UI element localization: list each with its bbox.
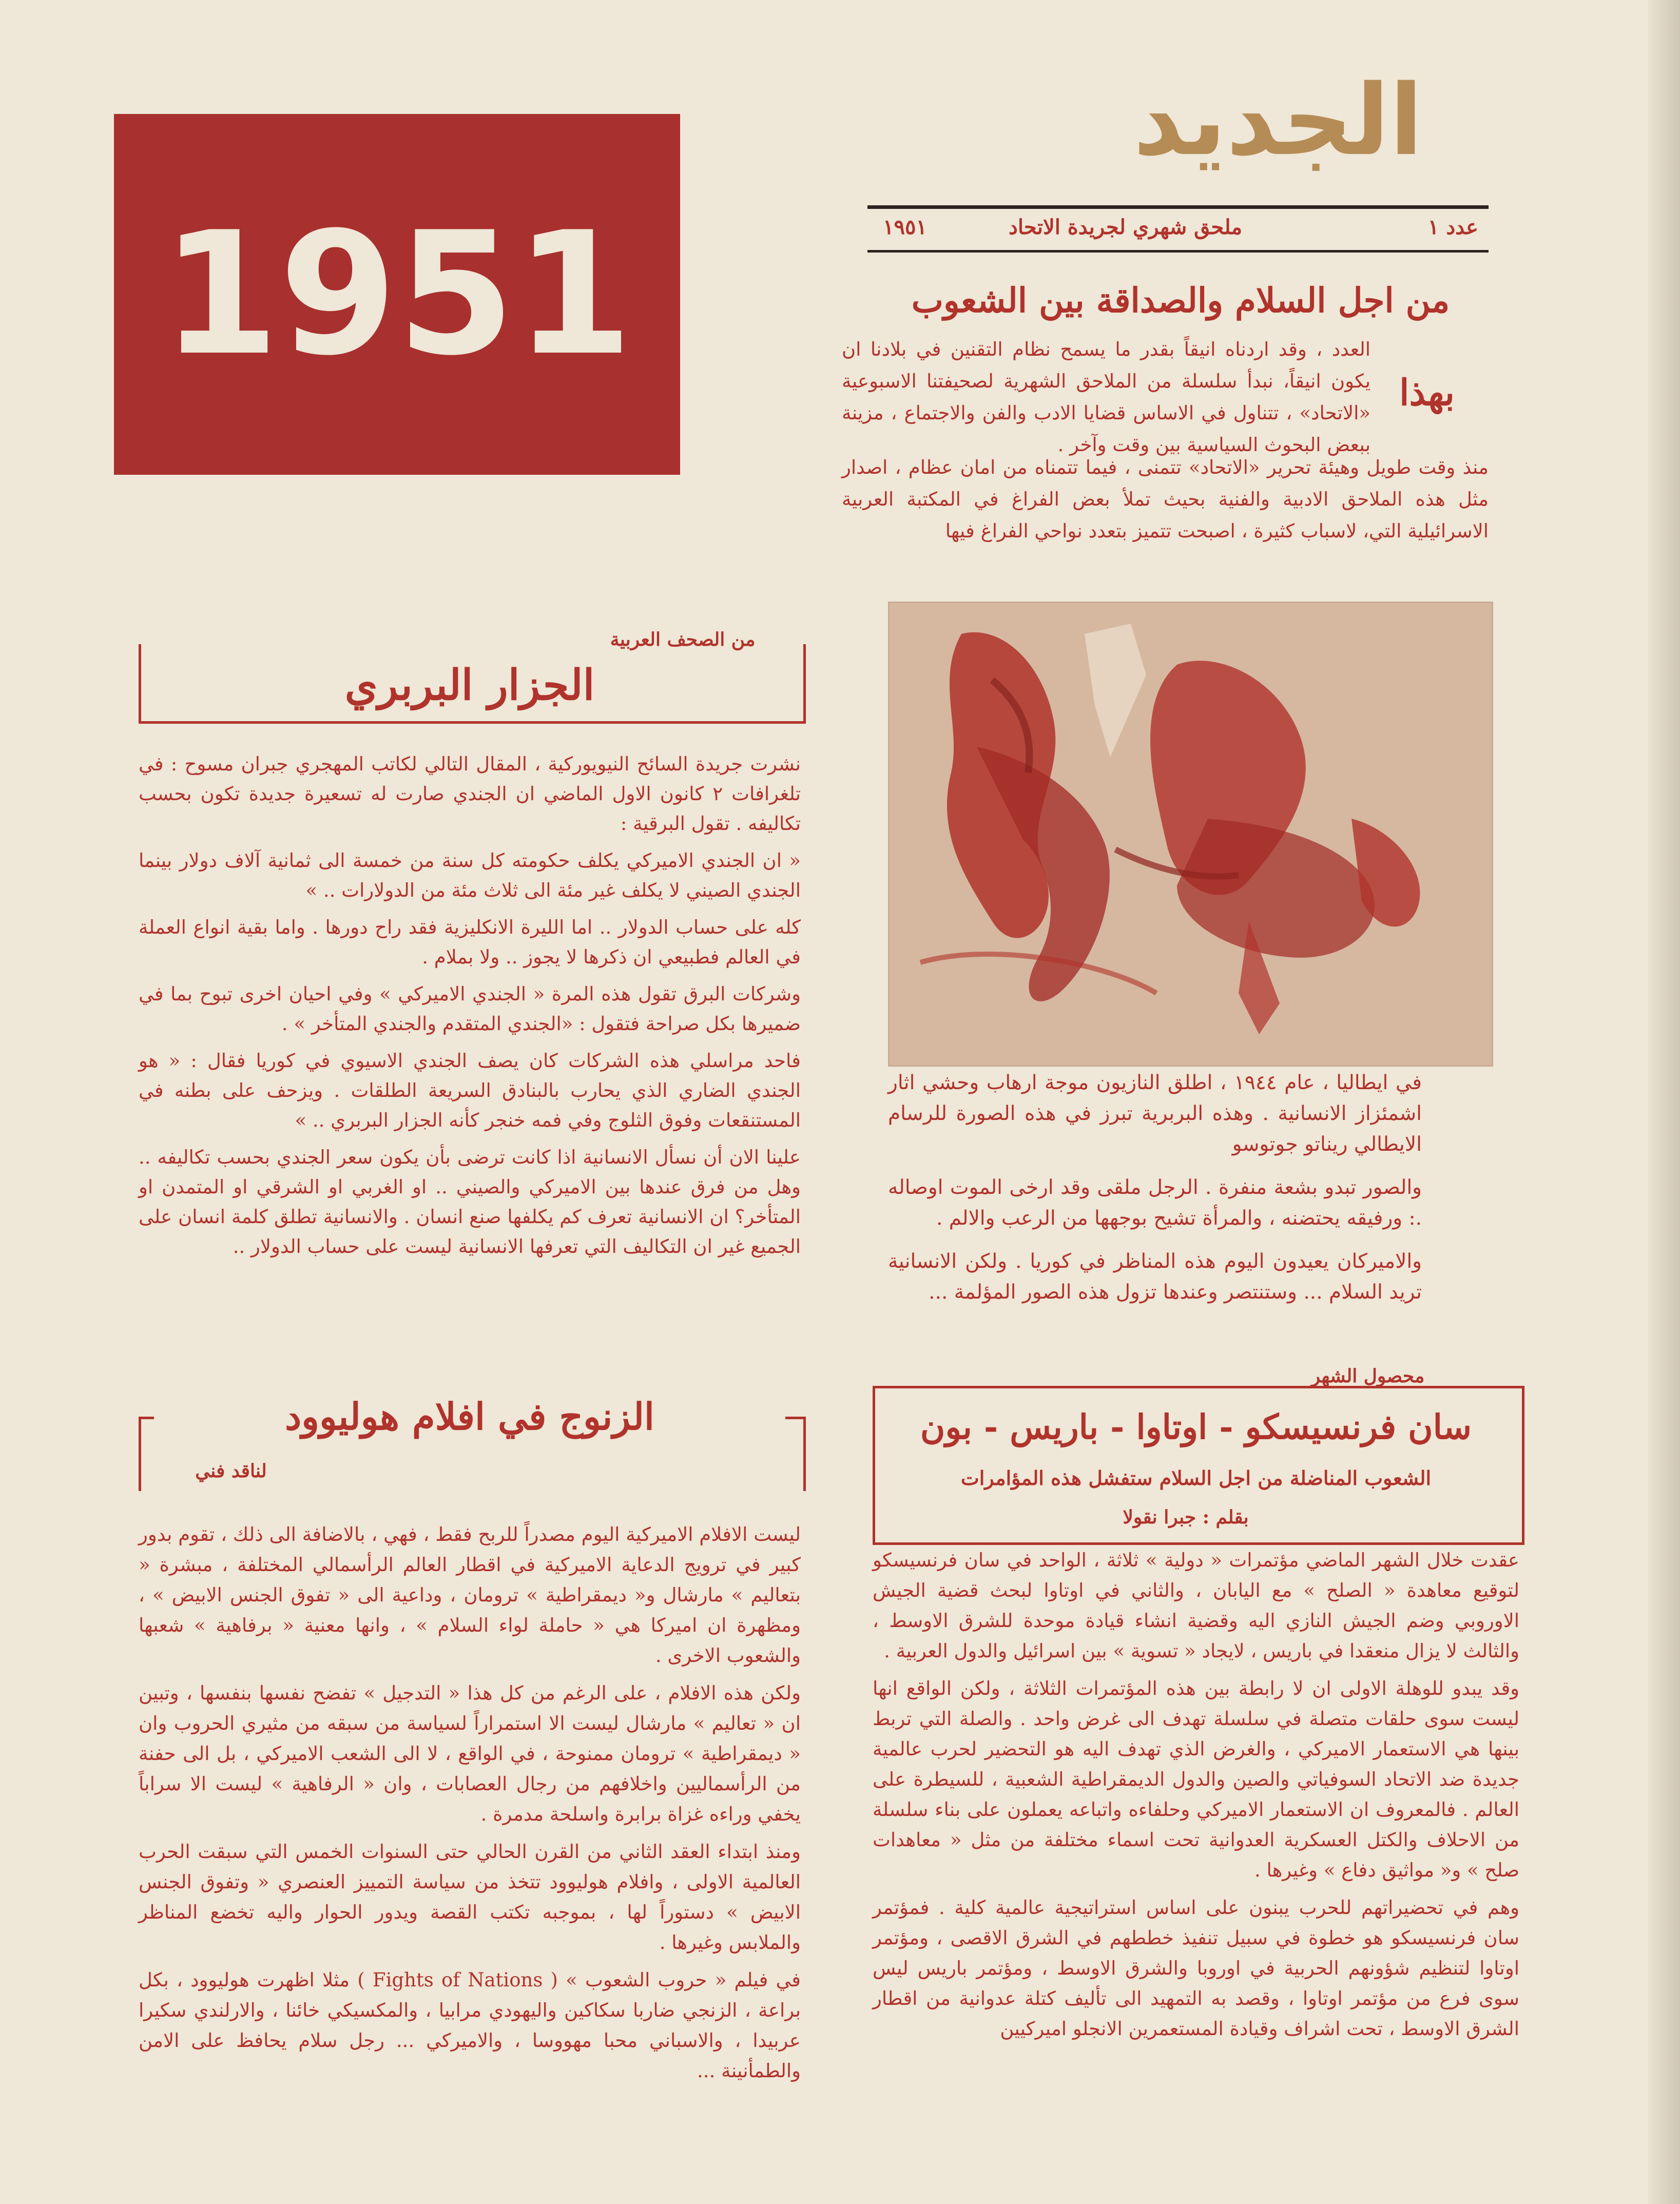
lead-headline: من اجل السلام والصداقة بين الشعوب: [911, 280, 1450, 320]
issue-subtitle: ملحق شهري لجريدة الاتحاد: [1009, 215, 1242, 239]
masthead-title: الجديد: [1133, 64, 1423, 177]
conferences-subheadline: الشعوب المناضلة من اجل السلام ستفشل هذه المؤامرات: [960, 1466, 1432, 1490]
conferences-byline: بقلم : جبرا نقولا: [1123, 1506, 1249, 1528]
barbaric-kicker: من الصحف العربية: [610, 629, 756, 650]
war-drawing-image: [890, 603, 1492, 1065]
conferences-body: [873, 1545, 1519, 2051]
conferences-headline: سان فرنسيسكو - اوتاوا - باريس - بون: [920, 1407, 1472, 1447]
conferences-paragraph-1: عقدت خلال الشهر الماضي مؤتمرات « دولية » ثلاثة ، الواحد في سان فرنسيسكو لتوقيع معاهدة « الصلح » مع اليابان ، والثاني في اوتاوا لبحث قضية الجيش الاوروبي وضم الجيش النازي اليه وقضية انشاء قيادة موحدة للشرق الاوسط ، والثالث لا يزال منعقدا في باريس ، لايجاد « تسوية » بين اسرائيل والدول العربية .: [873, 1549, 1519, 1662]
lead-paragraph-1: العدد ، وقد اردناه انيقاً بقدر ما يسمح نظام التقنين في بلادنا ان يكون انيقاً، نبدأ سلسلة من الملاحق الشهرية لصحيفتنا الاسبوعية «الاتحاد» ، تتناول في الاساس قضايا الادب والفن والاجتماع ، مزينة ببعض البحوث السياسية بين وقت وآخر .: [842, 338, 1370, 456]
caption-2: والصور تبدو بشعة منفرة . الرجل ملقى وقد ارخى الموت اوصاله .: ورفيقه يحتضنه ، والمرأة تشيح بوجهها من الرعب والالم .: [888, 1176, 1422, 1230]
conferences-paragraph-3: وهم في تحضيراتهم للحرب يبنون على اساس استراتيجية عالمية كلية . فمؤتمر سان فرنسيسكو هو خطوة في سبيل تنفيذ خططهم في الشرق الاقصى ، ومؤتمر اوتاوا لتنظيم شؤونهم الحربية في اوروبا والشرق الاوسط ، ومؤتمر باريس ليس سوى فرع من مؤتمر اوتاوا ، وقصد به التمهيد الى تأليف كتلة عدوانية من اقطار الشرق الاوسط ، تحت اشراف وقيادة المستعمرين الانجلو اميركيين: [873, 1897, 1519, 2040]
barbaric-paragraph-5: فاحد مراسلي هذه الشركات كان يصف الجندي الاسيوي في كوريا فقال : « هو الجندي الضاري الذي يحارب بالبنادق السريعة الطلقات . ويزحف على بطنه في المستنقعات وفوق الثلوج وفي فمه خنجر كأنه الجزار البربري .. »: [139, 1050, 801, 1131]
illustration-frame: [888, 602, 1493, 1067]
issue-number: عدد ١: [1427, 215, 1478, 239]
negroes-headline: الزنوج في افلام هوليوود: [154, 1391, 785, 1442]
negroes-paragraph-3: ومنذ ابتداء العقد الثاني من القرن الحالي حتى السنوات الخمس التي سبقت الحرب العالمية الاولى ، وافلام هوليوود تتخذ من سياسة التمييز العنصري « وتفوق الجنس الابيض » دستوراً لها ، بموجبه تكتب القصة ويدور الحوار واليه تخضع المناظر والملابس وغيرها .: [139, 1841, 801, 1954]
caption-3: والاميركان يعيدون اليوم هذه المناظر في كوريا . ولكن الانسانية تريد السلام ... وستنتصر وعندها تزول هذه الصور المؤلمة ...: [888, 1250, 1422, 1304]
conferences-kicker: محصول الشهر: [1311, 1365, 1425, 1387]
negroes-paragraph-2: ولكن هذه الافلام ، على الرغم من كل هذا « التدجيل » تفضح نفسها بنفسها ، وتبين ان « تعاليم » مارشال ليست الا استمراراً لسياسة من سبقه من مثيري الحروب وان « ديمقراطية » ترومان ممنوحة ، في الواقع ، لا الى الشعب الاميركي ، بل الى حفنة من الرأسماليين واخلافهم من رجال العصابات ، وان « الرفاهية » ليست الا سراباً يخفي وراءه غزاة برابرة واسلحة مدمرة .: [139, 1682, 801, 1825]
barbaric-body: [139, 749, 801, 1269]
issue-bar: [867, 205, 1489, 253]
barbaric-paragraph-3: كله على حساب الدولار .. اما الليرة الانكليزية فقد راح دورها . واما بقية انواع العملة في العالم فطبيعي ان ذكرها لا يجوز .. ولا بملام .: [139, 916, 801, 968]
conferences-paragraph-2: وقد يبدو للوهلة الاولى ان لا رابطة بين هذه المؤتمرات الثلاثة ، ولكن الواقع انها ليست سوى حلقات متصلة في سلسلة تهدف الى غرض واحد . والصلة التي تربط بينها هي الاستعمار الاميركي ، والغرض الذي تهدف اليه هو التحضير لحرب عالمية جديدة ضد الاتحاد السوفياتي والصين والدول الديمقراطية الشعبية ، للسيطرة على العالم . فالمعروف ان الاستعمار الاميركي وحلفاءه واتباعه يعملون على بناء سلسلة من الاحلاف والكتل العسكرية العدوانية تحت اسماء مختلفة من مثل « معاهدات صلح » و« مواثيق دفاع » وغيرها .: [873, 1677, 1519, 1881]
illustration-captions: [888, 1068, 1422, 1320]
barbaric-headline: الجزار البربري: [344, 661, 595, 710]
barbaric-paragraph-6: علينا الان أن نسأل الانسانية اذا كانت ترضى بأن يكون سعر الجندي بحسب تكاليفه .. وهل من فرق عندها بين الاميركي والصيني .. او الغربي او الشرقي او المتمدن او المتأخر؟ ان الانسانية تعرف كم يكلفها صنع انسان . والانسانية تطلق كلمة انسان على الجميع غير ان التكاليف التي تعرفها الانسانية ليست على حساب الدولار ..: [139, 1146, 801, 1258]
barbaric-paragraph-2: « ان الجندي الاميركي يكلف حكومته كل سنة من خمسة الى ثمانية آلاف دولار بينما الجندي الصيني لا يكلف غير مئة الى ثلاث مئة من الدولارات .. »: [139, 849, 801, 901]
year-numeral: 1951: [161, 196, 633, 393]
negroes-paragraph-1: ليست الافلام الاميركية اليوم مصدراً للربح فقط ، فهي ، بالاضافة الى ذلك ، تقوم بدور كبير في ترويج الدعاية الاميركية في اقطار العالم الرأسمالي المختلفة ، مبشرة « بتعاليم » مارشال و« ديمقراطية » ترومان ، وداعية الى « تفوق الجنس الابيض » ، ومظهرة ان اميركا هي « حاملة لواء السلام » ، وانها معنية « برفاهية » شعبها والشعوب الاخرى .: [139, 1523, 801, 1667]
negroes-body: [139, 1519, 801, 2093]
caption-1: في ايطاليا ، عام ١٩٤٤ ، اطلق النازيون موجة ارهاب وحشي اثار اشمئزاز الانسانية . وهذه البربرية تبرز في هذه الصورة للرسام الايطالي ريناتو جوتوسو: [888, 1071, 1422, 1156]
lead-paragraph-2: منذ وقت طويل وهيئة تحرير «الاتحاد» تتمنى ، فيما تتمناه من امان عظام ، اصدار مثل هذه الملاحق الادبية والفنية بحيث تملأ بعض الفراغ في المكتبة العربية الاسرائيلية التي، لاسباب كثيرة ، اصبحت تتميز بتعدد نواحي الفراغ فيها: [842, 456, 1489, 542]
barbaric-paragraph-1: نشرت جريدة السائح النيويوركية ، المقال التالي لكاتب المهجري جبران مسوح : في تلغرافات ٢ كانون الاول الماضي ان الجندي صارت له تسعيرة جديدة تكون بحسب تكاليفه . تقول البرقية :: [139, 753, 801, 835]
page-spine: [1648, 0, 1680, 2204]
lead-drop-word: بهذا: [1399, 371, 1455, 414]
negroes-kicker: لناقد فني: [195, 1460, 267, 1482]
barbaric-paragraph-4: وشركات البرق تقول هذه المرة « الجندي الاميركي » وفي احيان اخرى تبوح بما في ضميرها بكل صراحة فتقول : «الجندي المتقدم والجندي المتأخر » .: [139, 983, 801, 1035]
negroes-paragraph-4: في فيلم « حروب الشعوب » ( Fights of Nations ) مثلا اظهرت هوليوود ، بكل براعة ، الزنجي ضاربا سكاكين واليهودي مرابيا ، والمكسيكي خائنا ، والارلندي سكيرا عربيدا ، والاسباني محبا مهووسا ، والاميركي ... رجل سلام يحافظ على الامن والطمأنينة ...: [139, 1969, 801, 2082]
issue-year: ١٩٥١: [883, 215, 927, 239]
year-block: [114, 114, 680, 475]
